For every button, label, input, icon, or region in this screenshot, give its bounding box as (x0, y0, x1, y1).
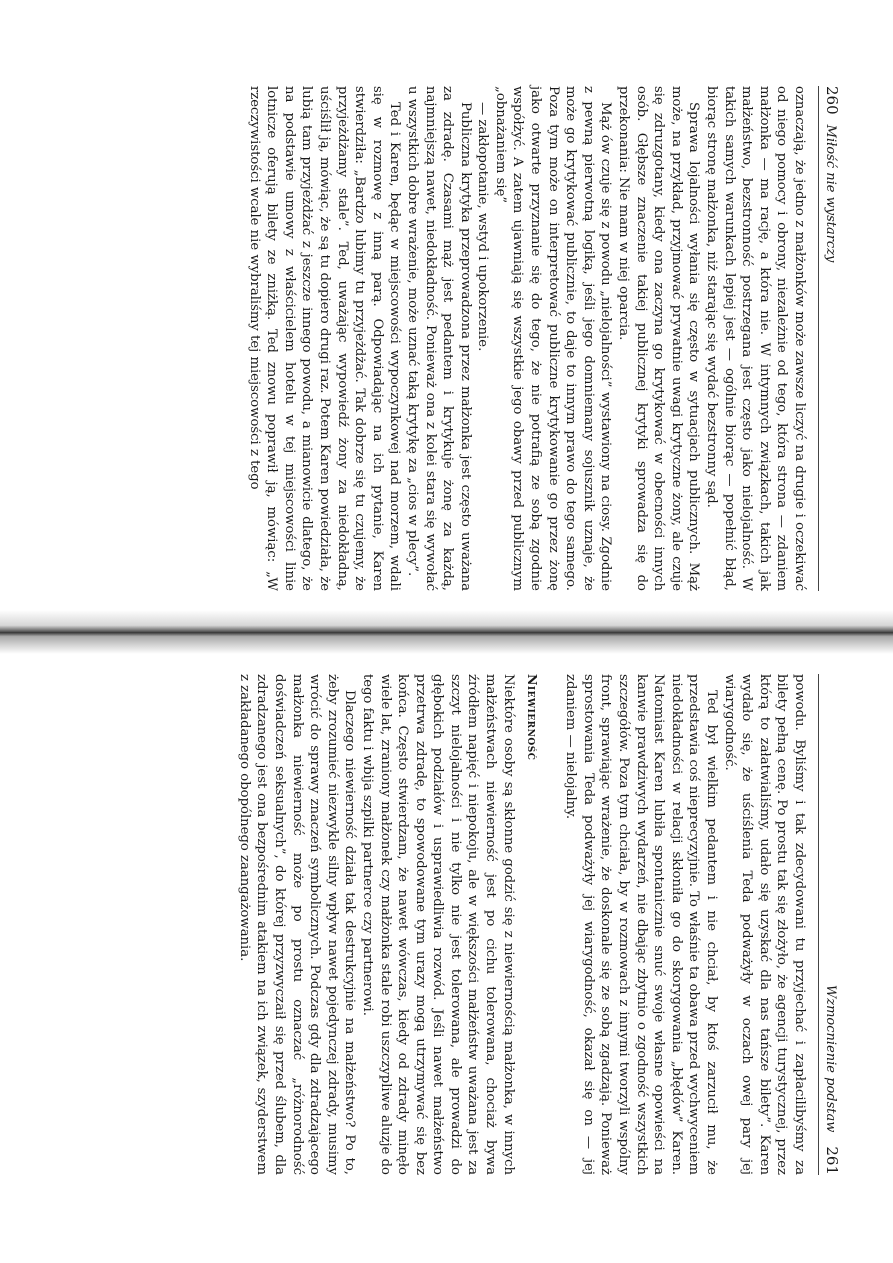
left-page (0, 0, 893, 631)
paragraph: Sprawa lojalności wyłania się często w sytuacjach publicznych. Mąż może, na przykład, przyjmować prywatnie uwagi krytyczne żony, ale czuje się zdruzgotany, kiedy ona zaczyna go krytykować w obecności innych osób. Głębsze znaczenie takiej publicznej krytyki sprowadza się do przekonania: Nie mam w niej oparcia. (616, 86, 702, 591)
running-head-right (818, 674, 841, 1175)
paragraph: Mąż ów czuje się z powodu „nielojalności” wystawiony na ciosy. Zgodnie z pewną pierwotną logiką, jeśli jego domniemany sojusznik uznaje, że może go krytykować publicznie, to daje to innym prawo do tego samego. Poza tym może on interpretować publiczne krytykowanie go przez żonę jako otwarte przyznanie się do tego, że nie potrafią ze sobą zgodnie współżyć. A zatem ujawniają się wszystkie jego obawy przed publicznym „obnażaniem się” (492, 86, 614, 591)
paragraph: Dlaczego niewierność działa tak destrukcyjnie na małżeństwo? Po to, żeby zrozumieć niezwykle silny wpływ nawet pojedynczej zdrady, musimy wrócić do sprawy znaczeń symbolicznych. Podczas gdy dla zdradzającego małżonka niewierność może po prostu oznaczać „różnorodność doświadczeń seksualnych”, do której przyzwyczaił się przed ślubem, dla zdradzanego jest ona bezpośrednim atakiem na ich związek, szyderstwem z zakładanego obopólnego zaangażowania. (236, 674, 358, 1175)
paragraph: oznaczają, że jedno z małżonków może zawsze liczyć na drugie i oczekiwać od niego pomocy i obrony, niezależnie od tego, która strona — zdaniem małżonka — ma rację, a która nie. W intymnych związkach, takich jak małżeństwo, bezstronność postrzegana jest często jako nielojalność. W takich samych warunkach lepiej jest — ogólnie biorąc — popełnić błąd, biorąc stronę małżonka, niż starając się wydać bezstronny sąd. (704, 86, 807, 591)
paragraph: Ted i Karen, będąc w miejscowości wypoczynkowej nad morzem, wdali się w rozmowę z inną parą. Odpowiadając na ich pytanie, Karen stwierdziła: „Bardzo lubimy tu przyjeżdżać. Tak dobrze się tu czujemy, że przyjeżdżamy stale”. Ted, uważając wypowiedź żony za niedokładną, uściślił ją, mówiąc, że są tu dopiero drugi raz. Potem Karen powiedziała, że lubią tam przyjeżdżać z jeszcze innego powodu, a mianowicie dlatego, że na podstawie umowy z właścicielem hotelu w tej miejscowości linie lotnicze oferują bilety ze zniżką. Ted znowu poprawił ją, mówiąc: „W rzeczywistości wcale nie wybraliśmy tej miejscowości z tego (246, 86, 403, 591)
running-head-left (818, 86, 841, 591)
page-number: 260 (823, 86, 841, 115)
paragraph: Ted był wielkim pedantem i nie chciał, by ktoś zarzucił mu, że przedstawia coś nieprecyzyjnie. To właśnie ta obawa przed wychwyceniem niedokładności w relacji skłoniła go do skorygowania „błędów” Karen. Natomiast Karen lubiła spontanicznie snuć swoje własne opowieści na kanwie prawdziwych wydarzeń, nie dbając zbytnio o zgodność wszystkich szczegółów. Poza tym chciała, by w rozmowach z innymi tworzyli wspólny front, sprawiając wrażenie, że doskonale się ze sobą zgadzają. Ponieważ sprostowania Teda podważyły jej wiarygodność, okazał się on — jej zdaniem — nielojalny. (563, 674, 720, 1175)
running-title: Wzmocnienie podstaw (823, 984, 838, 1133)
section-heading: Niewierność (524, 674, 540, 761)
paragraph: Publiczna krytyka przeprowadzona przez małżonka jest często uważana za zdradę. Czasami mąż jest pedantem i krytykuje żonę za każdą, najmniejszą nawet, niedokładność. Ponieważ ona z kolei stara się wywołać u wszystkich dobre wrażenie, może uznać taką krytykę za „cios w plecy”. (404, 86, 473, 591)
page-number: 261 (823, 1146, 841, 1175)
paragraph: — zakłopotanie, wstyd i upokorzenie. (475, 102, 491, 352)
paragraph: Niektóre osoby są skłonne godzić się z niewiernością małżonka, w innych małżeństwach niewierność jest po cichu tolerowana, chociaż bywa źródłem napięć i niepokoju, ale w większości małżeństw uważana jest za szczyt nielojalności i nie tylko nie jest tolerowana, ale prowadzi do głębokich podziałów i usprawiedliwia rozwód. Jeśli nawet małżeństwo przetrwa zdradę, to spowodowane tym urazy mogą utrzymywać się bez końca. Często stwierdzam, że nawet wówczas, kiedy od zdrady minęło wiele lat, zraniony małżonek czy małżonka stale robi uszczypliwe aluzje do tego faktu i wbija szpilki partnerce czy partnerowi. (359, 674, 516, 1175)
paragraph: powodu. Byliśmy i tak zdecydowani tu przyjechać i zapłacilibyśmy za bilety pełną cenę. Po prostu tak się złożyło, że agencji turystycznej, przez którą to załatwialiśmy, udało się uzyskać dla nas tańsze bilety”. Karen wydało się, że uściślenia Teda podważyły w oczach owej pary jej wiarygodność. (721, 674, 807, 1175)
right-page (0, 632, 893, 1263)
running-title: Miłość nie wystarczy (823, 124, 838, 263)
